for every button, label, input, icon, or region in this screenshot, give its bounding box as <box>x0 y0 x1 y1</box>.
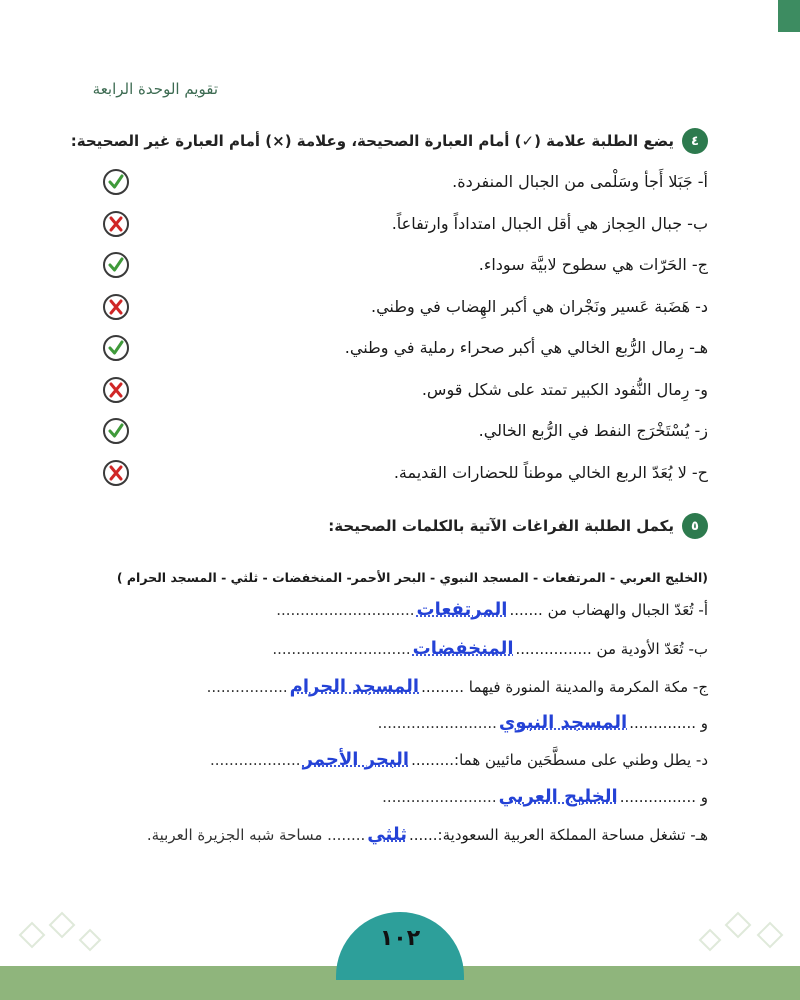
fill-suffix: ................. <box>206 678 288 696</box>
fill-prompt: ج- مكة المكرمة والمدينة المنورة فيهما ......... <box>421 678 708 696</box>
fill-in-line <box>210 749 708 770</box>
statement-text: ز- يُسْتَخْرَج النفط في الرُّبع الخالي. <box>478 421 708 440</box>
statement-text: هـ- رِمال الرُّبع الخالي هي أكبر صحراء رملية في وطني. <box>344 338 708 357</box>
fill-prompt: و ................ <box>619 788 708 806</box>
cross-mark-icon <box>102 459 130 487</box>
check-mark-icon <box>102 168 130 196</box>
fill-in-line <box>272 638 708 659</box>
statement-text: ح- لا يُعَدّ الربع الخالي موطناً للحضارات القديمة. <box>393 462 708 482</box>
decorative-pattern <box>0 895 120 965</box>
fill-in-line <box>276 599 708 620</box>
question-5-heading <box>328 513 708 539</box>
statement-text: أ- جَبَلا أَجأ وسَلْمى من الجبال المنفردة. <box>452 172 708 191</box>
cross-mark-icon <box>102 376 130 404</box>
fill-suffix: ............................. <box>272 640 411 658</box>
handwritten-answer: المسجد الحرام <box>289 676 420 697</box>
statement-text: ج- الحَرّات هي سطوح لابيَّة سوداء. <box>478 255 708 274</box>
handwritten-answer: المرتفعات <box>416 599 508 620</box>
decorative-pattern <box>680 895 800 965</box>
statement-text: د- هَضَبة عَسير ونَجْران هي أكبر الهِضاب في وطني. <box>370 296 708 316</box>
check-mark-icon <box>102 334 130 362</box>
check-mark-icon <box>102 251 130 279</box>
fill-prompt: ب- تُعَدّ الأودية من ................ <box>515 640 708 658</box>
fill-prompt: د- يطل وطني على مسطَّحَين مائيين هما:......... <box>411 751 708 769</box>
fill-prompt: أ- تُعَدّ الجبال والهضاب من ....... <box>509 601 708 619</box>
statement-text: و- رِمال النُّفود الكبير تمتد على شكل قوس. <box>421 379 708 399</box>
fill-suffix: ......................... <box>377 714 497 732</box>
question-4-heading <box>71 128 708 154</box>
cross-mark-icon <box>102 293 130 321</box>
fill-suffix: ........................ <box>382 788 497 806</box>
handwritten-answer: الخليج العربي <box>498 786 618 807</box>
fill-in-line <box>378 712 708 733</box>
fill-suffix: ............................. <box>276 601 415 619</box>
fill-suffix: ................... <box>209 751 301 769</box>
corner-tab <box>778 0 800 32</box>
question-4-title: يضع الطلبة علامة (✓) أمام العبارة الصحيحة، وعلامة (×) أمام العبارة غير الصحيحة: <box>70 132 674 150</box>
fill-prompt: و .............. <box>629 714 708 732</box>
fill-in-line <box>382 786 708 807</box>
statement-text: ب- جبال الحِجاز هي أقل الجبال امتداداً وارتفاعاً. <box>391 213 708 233</box>
question-number-badge: ٤ <box>682 128 708 154</box>
cross-mark-icon <box>102 210 130 238</box>
unit-header: تقويم الوحدة الرابعة <box>92 80 218 98</box>
fill-suffix: ........ مساحة شبه الجزيرة العربية. <box>146 826 366 844</box>
handwritten-answer: ثلثي <box>367 824 407 845</box>
word-bank: (الخليج العربي - المرتفعات - المسجد النبوي - البحر الأحمر- المنخفضات - ثلثي - المسجد الحرام ) <box>116 570 708 585</box>
question-5-title: يكمل الطلبة الفراغات الآتية بالكلمات الصحيحة: <box>328 517 674 535</box>
fill-in-line <box>207 676 708 697</box>
handwritten-answer: المسجد النبوي <box>498 712 628 733</box>
check-mark-icon <box>102 417 130 445</box>
fill-in-line <box>147 824 708 845</box>
fill-prompt: هـ- تشغل مساحة المملكة العربية السعودية:...... <box>408 826 708 844</box>
handwritten-answer: المنخفضات <box>412 638 514 659</box>
question-number-badge: ٥ <box>682 513 708 539</box>
handwritten-answer: البحر الأحمر <box>302 749 410 770</box>
page-number: ١٠٢ <box>336 912 464 980</box>
